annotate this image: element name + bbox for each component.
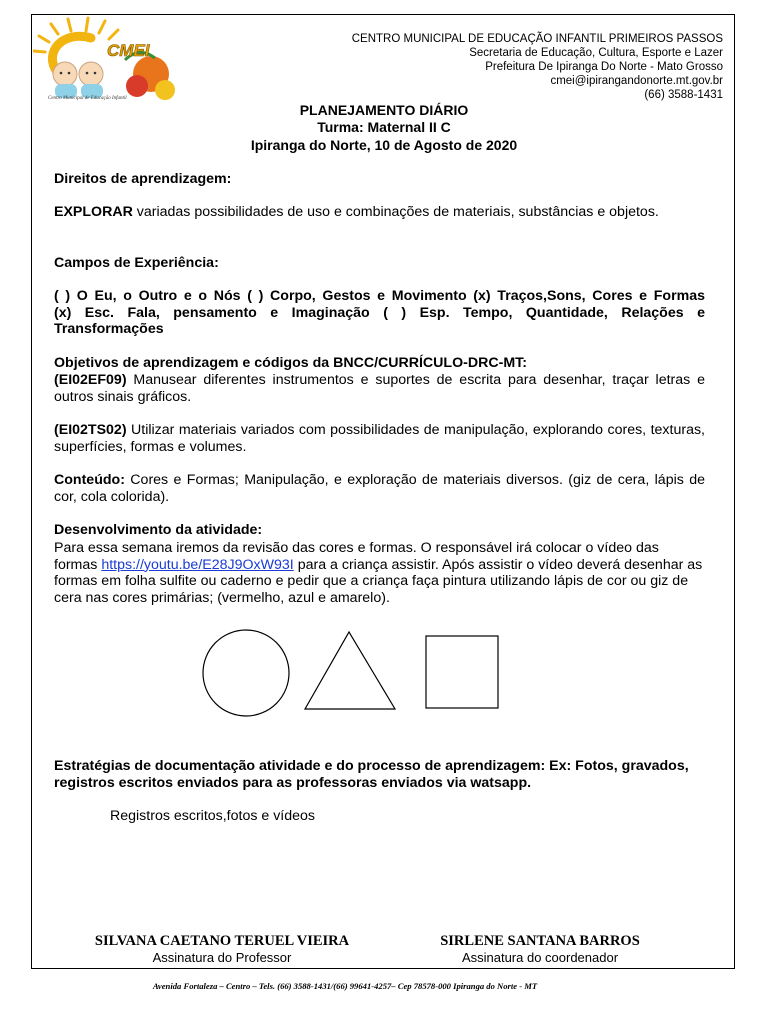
prefeitura-line: Prefeitura De Ipiranga Do Norte - Mato Grosso	[485, 61, 723, 73]
objetivos-heading: Objetivos de aprendizagem e códigos da BNCC/CURRÍCULO-DRC-MT:	[54, 355, 527, 371]
direitos-keyword: EXPLORAR	[54, 204, 133, 220]
circle-shape	[203, 630, 289, 716]
objetivo-item	[54, 372, 705, 405]
logo-caption: Centro Municipal de Educação Infantil	[48, 96, 127, 101]
estrategias-heading: Estratégias de documentação atividade e do processo de aprendizagem: Ex: Fotos, gravados, registros escritos enviados para as professoras enviados via watsapp.	[54, 758, 689, 791]
objetivo-item	[54, 422, 705, 455]
footer-address: Avenida Fortaleza – Centro – Tels. (66) 3588-1431/(66) 99641-4257– Cep 78578-000 Ipiranga do Norte - MT	[152, 981, 538, 991]
campos-options: ( ) O Eu, o Outro e o Nós ( ) Corpo, Gestos e Movimento (x) Traços,Sons, Cores e Formas (x) Esc. Fala, pensamento e Imaginação ( ) Esp. Tempo, Quantidade, Relações e Transformações	[54, 288, 705, 337]
campos-heading: Campos de Experiência:	[54, 255, 219, 271]
direitos-heading: Direitos de aprendizagem:	[54, 171, 232, 187]
coordinator-role: Assinatura do coordenador	[461, 950, 619, 965]
logo-text: CMEI	[107, 41, 150, 60]
institution-name: CENTRO MUNICIPAL DE EDUCAÇÃO INFANTIL PRIMEIROS PASSOS	[351, 33, 723, 45]
desenvolvimento-paragraph	[54, 540, 705, 606]
desenvolvimento-heading: Desenvolvimento da atividade:	[54, 522, 263, 538]
square-shape	[426, 636, 498, 708]
turma-line: Turma: Maternal II C	[317, 119, 451, 135]
institution-header	[352, 32, 723, 102]
objetivo-text: Manusear diferentes instrumentos e suportes de escrita para desenhar, traçar letras e outros sinais gráficos.	[54, 372, 705, 405]
place-date-line: Ipiranga do Norte, 10 de Agosto de 2020	[250, 137, 518, 153]
email-line: cmei@ipirangandonorte.mt.gov.br	[550, 75, 723, 87]
registro-text: Registros escritos,fotos e vídeos	[110, 808, 316, 824]
direitos-paragraph	[54, 204, 705, 221]
objetivo-text: Utilizar materiais variados com possibilidades de manipulação, explorando cores, texturas, superfícies, formas e volumes.	[54, 422, 705, 455]
teacher-name: SILVANA CAETANO TERUEL VIEIRA	[94, 933, 350, 949]
conteudo-text: Cores e Formas; Manipulação, e exploração de materiais diversos. (giz de cera, lápis de cor, cola colorida).	[54, 472, 705, 505]
desenvolvimento-text-after: para a criança assistir. Após assistir o vídeo deverá desenhar as formas em folha sulfite ou caderno e pedir que a criança faça pintura utilizando lápis de cor ou giz de cera nas cores primárias; (vermelho, azul e amarelo).	[54, 556, 703, 606]
desenvolvimento-text-before: Para essa semana iremos da revisão das cores e formas. O responsável irá colocar o vídeo das formas	[54, 540, 659, 573]
signature-coordinator	[420, 933, 660, 965]
objetivo-code: (EI02TS02)	[54, 422, 127, 438]
coordinator-name: SIRLENE SANTANA BARROS	[440, 933, 640, 949]
teacher-role: Assinatura do Professor	[152, 950, 292, 965]
direitos-text: variadas possibilidades de uso e combinações de materiais, substâncias e objetos.	[132, 204, 659, 220]
shapes-illustration	[195, 625, 515, 720]
phone-line: (66) 3588-1431	[644, 89, 723, 101]
page-title: PLANEJAMENTO DIÁRIO	[299, 102, 469, 118]
triangle-shape	[305, 632, 395, 709]
secretaria-line: Secretaria de Educação, Cultura, Esporte e Lazer	[469, 47, 723, 59]
signature-teacher	[82, 933, 362, 965]
conteudo-label: Conteúdo:	[54, 472, 125, 488]
cmei-logo-icon	[33, 16, 183, 102]
video-link[interactable]: https://youtu.be/E28J9OxW93I	[101, 556, 294, 573]
objetivo-code: (EI02EF09)	[54, 372, 127, 388]
conteudo-paragraph	[54, 472, 705, 505]
